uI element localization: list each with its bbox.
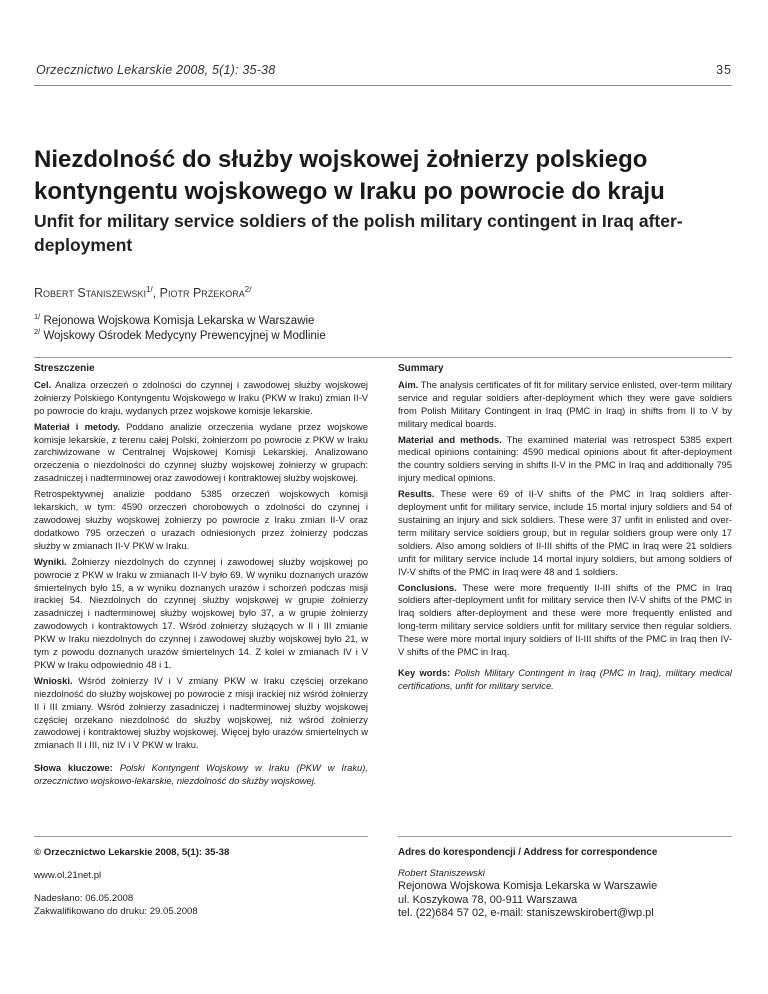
affiliation-sup: 1/ [34,312,41,321]
abstract-paragraph [398,379,732,431]
keywords-label: Key words: [398,666,451,678]
received-date: Nadesłano: 06.05.2008 [34,893,134,904]
section-text: These were more frequently II-III shifts of the PMC in Iraq soldiers after-deployment unfit for military service then IV-V shifts of the PMC in Iraq soldiers after-deployment and these were more frequently enlisted and long-term military service soldiers unfit for military service then regular soldiers. These were more mortal injury soldiers of II-III shifts of the PMC in Iraq then IV-V shifts of the PMC in Iraq. [398,581,732,658]
keywords-text: Polish Military Contingent in Iraq (PMC in Iraq), military medical certifications, unfit for military service. [398,666,732,691]
author-sup: 1/ [146,285,153,294]
section-text: Analiza orzeczeń o zdolności do czynnej i zawodowej służby wojskowej żołnierzy Polskiego Kontyngentu Wojskowego w Iraku (PKW w Iraku) zmian II-V po powrocie do kraju, wydanych przez wojskowe komisje lekarskie. [34,378,368,416]
abstract-paragraph [34,421,368,486]
abstract-paragraph [398,582,732,659]
footer-rule [34,836,368,837]
abstract-english [398,363,732,696]
abstract-paragraph [398,488,732,578]
author-sup: 2/ [244,285,252,294]
affiliation-text: Rejonowa Wojskowa Komisja Lekarska w Warszawie [43,314,315,327]
affiliation [34,327,326,342]
abstract-paragraph [398,434,732,486]
section-label: Wyniki. [34,555,67,567]
footer-publication-info [34,846,368,918]
title-polish: Niezdolność do służby wojskowej żołnierzy polskiego kontyngentu wojskowego w Iraku po powrocie do kraju [34,146,665,205]
abstract-heading: Summary [398,363,444,374]
correspondence-line: Rejonowa Wojskowa Komisja Lekarska w Warszawie [398,880,658,892]
section-text: These were 69 of II-V shifts of the PMC in Iraq soldiers after-deployment unfit for military service, include 15 mortal injury soldiers and 54 of sustaining an injury and sick soldiers. These were 37 unfit in enlisted and over-term military service soldiers group, but in regular soldiers group were only 17 soldiers. Also among soldiers of II-III shifts of the PMC in Iraq were 21 soldiers unfit for military service include 14 mortal injury soldiers, but among soldiers of IV-V shifts of the PMC in Iraq were 48 and 1 soldiers. [398,488,732,577]
section-label: Aim. [398,378,419,390]
section-text: The examined material was retrospect 5385 expert medical opinions containing: 4590 medical opinions about fit after-deployment the country soldiers serving in shifts II-V in the PMC in Iraq and additionally 795 injury medical opinions. [398,433,732,484]
authors-line [34,285,251,300]
section-text: Wśród żołnierzy IV i V zmiany PKW w Iraku częściej orzekano niezdolność do służby wojskowej po powrocie z misji irackiej niż wśród żołnierzy II i III zmiany. Wśród żołnierzy zasadniczej i nadterminowej służby wojskowej częściej orzekano niezdolność do służby wojskowej, niż wśród żołnierzy zawodowej i kontraktowej służby wojskowej. Więcej było urazów śmiertelnych w zmianach II i III, niż IV i V PKW w Iraku. [34,674,368,751]
page-number: 35 [716,63,732,77]
abstract-paragraph: Retrospektywnej analizie poddano 5385 orzeczeń wojskowych komisji lekarskich, w tym: 4590 orzeczeń chorobowych o zdolności do czynnej i zawodowej służby wojskowej żołnierzy po powrocie z Iraku zmian II-V oraz dodatkowo 795 orzeczeń o urazach odniesionych przez żołnierzy podczas służby w zmianach II-V PKW w Iraku. [34,488,368,551]
affiliation-sup: 2/ [34,327,41,336]
affiliation-text: Wojskowy Ośrodek Medycyny Prewencyjnej w Modlinie [43,329,326,342]
journal-url[interactable]: www.ol.21net.pl [34,870,102,881]
section-label: Material and methods. [398,433,502,445]
abstract-polish [34,363,368,791]
title-english: Unfit for military service soldiers of the polish military contingent in Iraq after-deployment [34,211,683,255]
affiliation [34,312,314,327]
abstract-paragraph [34,556,368,672]
abstract-heading: Streszczenie [34,363,95,374]
header-rule [34,85,732,86]
section-text: The analysis certificates of fit for military service enlisted, over-term military service and regular soldiers after-deployment which they were gave soldiers from Polish Military Contingent in Iraq (PMC in Iraq) in shifts from II to V by military medical boards. [398,378,732,429]
abstract-paragraph [34,379,368,418]
section-label: Conclusions. [398,581,457,593]
footer-correspondence [398,846,732,921]
section-label: Cel. [34,378,52,390]
author-name: Piotr Przekora [159,286,245,301]
running-title: Orzecznictwo Lekarskie 2008, 5(1): 35-38 [36,63,276,77]
correspondence-line: ul. Koszykowa 78, 00-911 Warszawa [398,893,578,906]
section-label: Materiał i metody. [34,420,120,432]
keywords [398,667,732,693]
correspondence-contact[interactable]: tel. (22)684 57 02, e-mail: staniszewskirobert@wp.pl [398,907,654,919]
section-text: Poddano analizie orzeczenia wydane przez wojskowe komisje lekarskie, z terenu całej Polski, żołnierzom po powrocie z PKW w Iraku zarchiwizowane w Centralnej Wojskowej Komisji Lekarskiej. Analizowano orzeczenia o niezdolności do czynnej służby wojskowej żołnierzy w grupach: zasadniczej i nadterminowej oraz zawodowej i kontraktowej służby wojskowej. [34,420,368,484]
section-rule [34,357,732,358]
footer-rule [398,836,732,837]
section-label: Wnioski. [34,674,73,686]
author-separator: , [152,286,160,301]
copyright: © Orzecznictwo Lekarskie 2008, 5(1): 35-38 [34,847,230,858]
keywords [34,762,368,788]
section-text: Żołnierzy niezdolnych do czynnej i zawodowej służby wojskowej po powrocie z PKW w Iraku w zmianach II-V było 69. W wyniku doznanych urazów śmiertelnych było 15, a w wyniku doznanych urazów i schorzeń podczas misji irackiej 54. Niezdolnych do czynnej służby wojskowej w grupie żołnierzy zasadniczej i nadterminowej służby wojskowej było 37, a w grupie żołnierzy zawodowych i kontraktowych 17. Wśród żołnierzy służących w II i III zmianie PKW w Iraku niezdolnych do czynnej i zawodowej służby wojskowej było 21, w tym z powodu doznanych urazów śmiertelnych 14. Z kolei w zmianach IV i V PKW w Iraku odpowiednio 48 i 1. [34,555,368,670]
keywords-text: Polski Kontyngent Wojskowy w Iraku (PKW w Iraku), orzecznictwo wojskowo-lekarskie, niezdolność do służby wojskowej. [34,762,369,787]
keywords-label: Słowa kluczowe: [34,762,113,774]
abstract-paragraph [34,675,368,752]
correspondence-name: Robert Staniszewski [398,868,485,879]
correspondence-heading: Adres do korespondencji / Address for correspondence [398,847,658,858]
accepted-date: Zakwalifikowano do druku: 29.05.2008 [34,906,198,917]
section-label: Results. [398,488,435,500]
author-name: Robert Staniszewski [34,286,147,301]
